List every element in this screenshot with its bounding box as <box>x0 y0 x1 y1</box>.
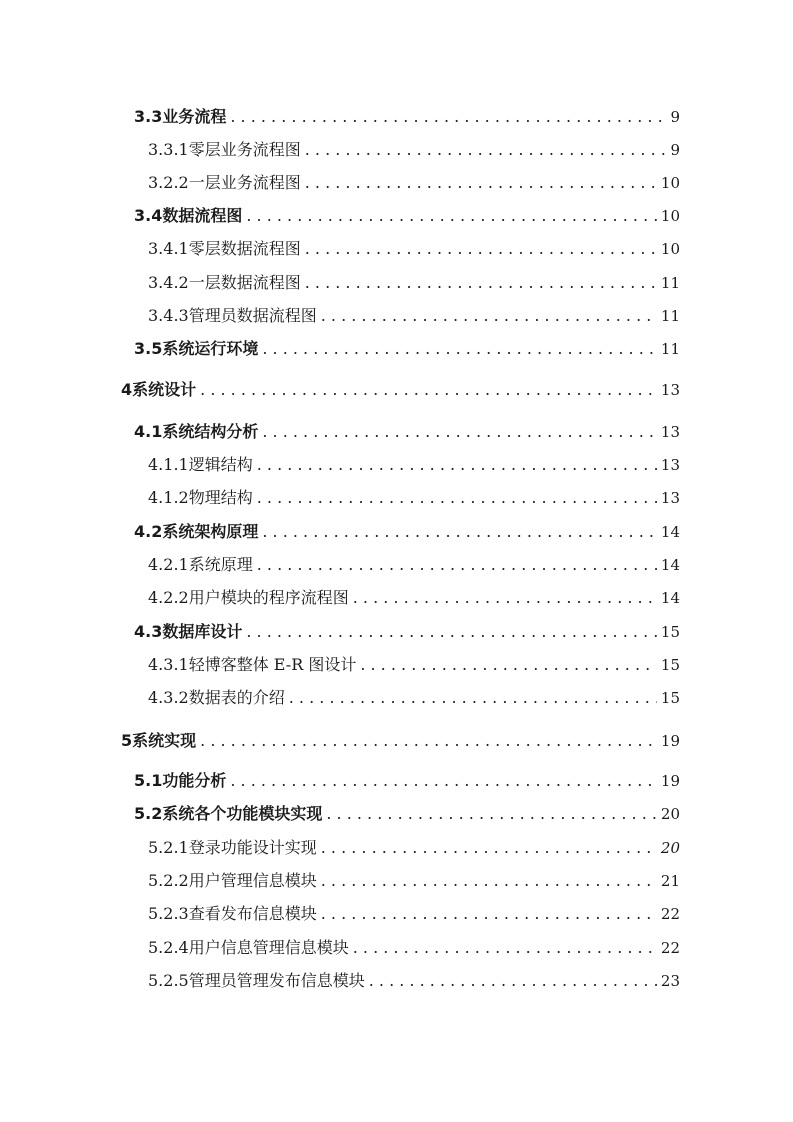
toc-leader-dots <box>230 770 657 792</box>
toc-entry-title: 系统运行环境 <box>162 339 259 358</box>
toc-entry-number: 4.3 <box>134 622 163 641</box>
toc-entry-page: 13 <box>660 489 680 507</box>
toc-entry-5-2-3[interactable] <box>148 903 680 925</box>
toc-entry-4-1[interactable] <box>134 421 680 443</box>
toc-entry-title: 轻博客整体 E-R 图设计 <box>188 655 357 674</box>
toc-entry-title: 系统原理 <box>188 555 253 574</box>
toc-entry-title: 管理员管理发布信息模块 <box>188 971 365 990</box>
toc-entry-page: 11 <box>660 307 680 325</box>
toc-entry-3-4-1[interactable] <box>148 238 680 260</box>
toc-entry-4-2[interactable] <box>134 521 680 543</box>
toc-entry-number: 3.3 <box>134 107 163 126</box>
toc-entry-5-2[interactable] <box>134 803 680 825</box>
toc-leader-dots <box>321 837 657 859</box>
toc-entry-4-2-1[interactable] <box>148 554 680 576</box>
toc-entry-number: 4.3.2 <box>148 688 189 707</box>
toc-entry-page: 14 <box>660 523 680 541</box>
toc-entry-title: 管理员数据流程图 <box>188 306 317 325</box>
toc-entry-title: 用户信息管理信息模块 <box>188 938 349 957</box>
toc-entry-number: 4.1.1 <box>148 455 189 474</box>
toc-entry-title: 业务流程 <box>162 107 227 126</box>
toc-leader-dots <box>257 454 657 476</box>
toc-entry-number: 5.2.1 <box>148 838 189 857</box>
toc-entry-3-4[interactable] <box>134 205 680 227</box>
toc-entry-number: 4 <box>121 380 133 399</box>
toc-entry-title: 逻辑结构 <box>188 455 253 474</box>
toc-entry-page: 19 <box>660 732 680 750</box>
toc-entry-number: 3.3.1 <box>148 140 189 159</box>
toc-entry-4-1-1[interactable] <box>148 454 680 476</box>
toc-entry-page: 9 <box>670 108 680 126</box>
toc-entry-number: 4.1.2 <box>148 488 189 507</box>
toc-entry-page: 20 <box>660 805 680 823</box>
toc-entry-page: 13 <box>660 423 680 441</box>
toc-entry-4-3[interactable] <box>134 621 680 643</box>
toc-entry-4[interactable] <box>121 379 680 401</box>
toc-leader-dots <box>200 379 657 401</box>
toc-entry-page: 13 <box>660 456 680 474</box>
toc-entry-number: 4.3.1 <box>148 655 189 674</box>
toc-entry-page: 15 <box>660 623 680 641</box>
toc-entry-title: 功能分析 <box>162 771 227 790</box>
toc-leader-dots <box>305 139 667 161</box>
toc-leader-dots <box>257 554 657 576</box>
toc-entry-4-3-2[interactable] <box>148 687 680 709</box>
toc-entry-3-4-2[interactable] <box>148 272 680 294</box>
toc-entry-3-5[interactable] <box>134 338 680 360</box>
toc-leader-dots <box>353 587 657 609</box>
toc-entry-title: 系统各个功能模块实现 <box>162 804 323 823</box>
toc-entry-title: 系统设计 <box>132 380 197 399</box>
toc-entry-number: 5.1 <box>134 771 163 790</box>
toc-entry-title: 登录功能设计实现 <box>188 838 317 857</box>
toc-leader-dots <box>200 730 657 752</box>
toc-entry-number: 3.2.2 <box>148 173 189 192</box>
toc-entry-page: 22 <box>660 939 680 957</box>
toc-leader-dots <box>360 654 657 676</box>
toc-entry-number: 5.2.3 <box>148 904 189 923</box>
toc-entry-number: 5.2.4 <box>148 938 189 957</box>
toc-entry-number: 3.5 <box>134 339 163 358</box>
toc-leader-dots <box>289 687 657 709</box>
toc-leader-dots <box>230 106 666 128</box>
toc-entry-number: 5 <box>121 731 133 750</box>
toc-entry-page: 13 <box>660 381 680 399</box>
toc-entry-page: 14 <box>660 589 680 607</box>
toc-entry-number: 3.4 <box>134 206 163 225</box>
toc-entry-number: 4.1 <box>134 422 163 441</box>
toc-leader-dots <box>369 970 657 992</box>
toc-entry-title: 查看发布信息模块 <box>188 904 317 923</box>
toc-leader-dots <box>262 421 657 443</box>
toc-leader-dots <box>321 305 657 327</box>
toc-entry-page: 14 <box>660 556 680 574</box>
toc-entry-page: 22 <box>660 905 680 923</box>
toc-entry-number: 3.4.1 <box>148 239 189 258</box>
toc-entry-page: 15 <box>660 656 680 674</box>
toc-leader-dots <box>262 521 657 543</box>
toc-entry-number: 4.2 <box>134 522 163 541</box>
toc-entry-5-2-5[interactable] <box>148 970 680 992</box>
toc-entry-4-3-1[interactable] <box>148 654 680 676</box>
toc-entry-title: 一层数据流程图 <box>188 273 301 292</box>
toc-entry-title: 用户管理信息模块 <box>188 871 317 890</box>
toc-entry-title: 零层数据流程图 <box>188 239 301 258</box>
toc-leader-dots <box>353 937 657 959</box>
toc-entry-number: 4.2.2 <box>148 588 189 607</box>
toc-entry-page: 10 <box>660 174 680 192</box>
toc-entry-number: 5.2.2 <box>148 871 189 890</box>
toc-entry-title: 用户模块的程序流程图 <box>188 588 349 607</box>
toc-entry-page: 15 <box>660 689 680 707</box>
toc-leader-dots <box>326 803 657 825</box>
toc-entry-title: 系统实现 <box>132 731 197 750</box>
toc-leader-dots <box>305 172 657 194</box>
toc-entry-page: 19 <box>660 772 680 790</box>
toc-entry-page: 23 <box>660 972 680 990</box>
toc-entry-5-2-1[interactable] <box>148 837 680 859</box>
toc-entry-title: 物理结构 <box>188 488 253 507</box>
toc-entry-number: 3.4.2 <box>148 273 189 292</box>
toc-entry-title: 零层业务流程图 <box>188 140 301 159</box>
toc-entry-3-3-1[interactable] <box>148 139 680 161</box>
toc-leader-dots <box>246 205 657 227</box>
toc-entry-number: 5.2.5 <box>148 971 189 990</box>
toc-entry-3-2-2[interactable] <box>148 172 680 194</box>
toc-leader-dots <box>305 238 657 260</box>
toc-entry-3-3[interactable] <box>134 106 680 128</box>
toc-entry-page: 21 <box>660 872 680 890</box>
toc-leader-dots <box>257 487 657 509</box>
toc-entry-4-1-2[interactable] <box>148 487 680 509</box>
toc-entry-5-2-4[interactable] <box>148 937 680 959</box>
toc-entry-page: 11 <box>660 340 680 358</box>
toc-entry-title: 数据表的介绍 <box>188 688 285 707</box>
toc-entry-4-2-2[interactable] <box>148 587 680 609</box>
toc-leader-dots <box>262 338 657 360</box>
toc-entry-5-1[interactable] <box>134 770 680 792</box>
toc-entry-page: 20 <box>660 839 680 857</box>
toc-entry-5[interactable] <box>121 730 680 752</box>
toc-entry-5-2-2[interactable] <box>148 870 680 892</box>
toc-entry-number: 5.2 <box>134 804 163 823</box>
toc-entry-title: 系统架构原理 <box>162 522 259 541</box>
toc-leader-dots <box>246 621 657 643</box>
toc-entry-number: 4.2.1 <box>148 555 189 574</box>
toc-leader-dots <box>305 272 657 294</box>
toc-entry-title: 数据库设计 <box>162 622 243 641</box>
toc-entry-3-4-3[interactable] <box>148 305 680 327</box>
toc-entry-title: 数据流程图 <box>162 206 243 225</box>
toc-entry-page: 10 <box>660 207 680 225</box>
toc-leader-dots <box>321 903 657 925</box>
toc-entry-number: 3.4.3 <box>148 306 189 325</box>
toc-entry-page: 9 <box>670 141 680 159</box>
toc-entry-title: 系统结构分析 <box>162 422 259 441</box>
toc-entry-title: 一层业务流程图 <box>188 173 301 192</box>
toc-entry-page: 10 <box>660 240 680 258</box>
toc-entry-page: 11 <box>660 274 680 292</box>
toc-leader-dots <box>321 870 657 892</box>
